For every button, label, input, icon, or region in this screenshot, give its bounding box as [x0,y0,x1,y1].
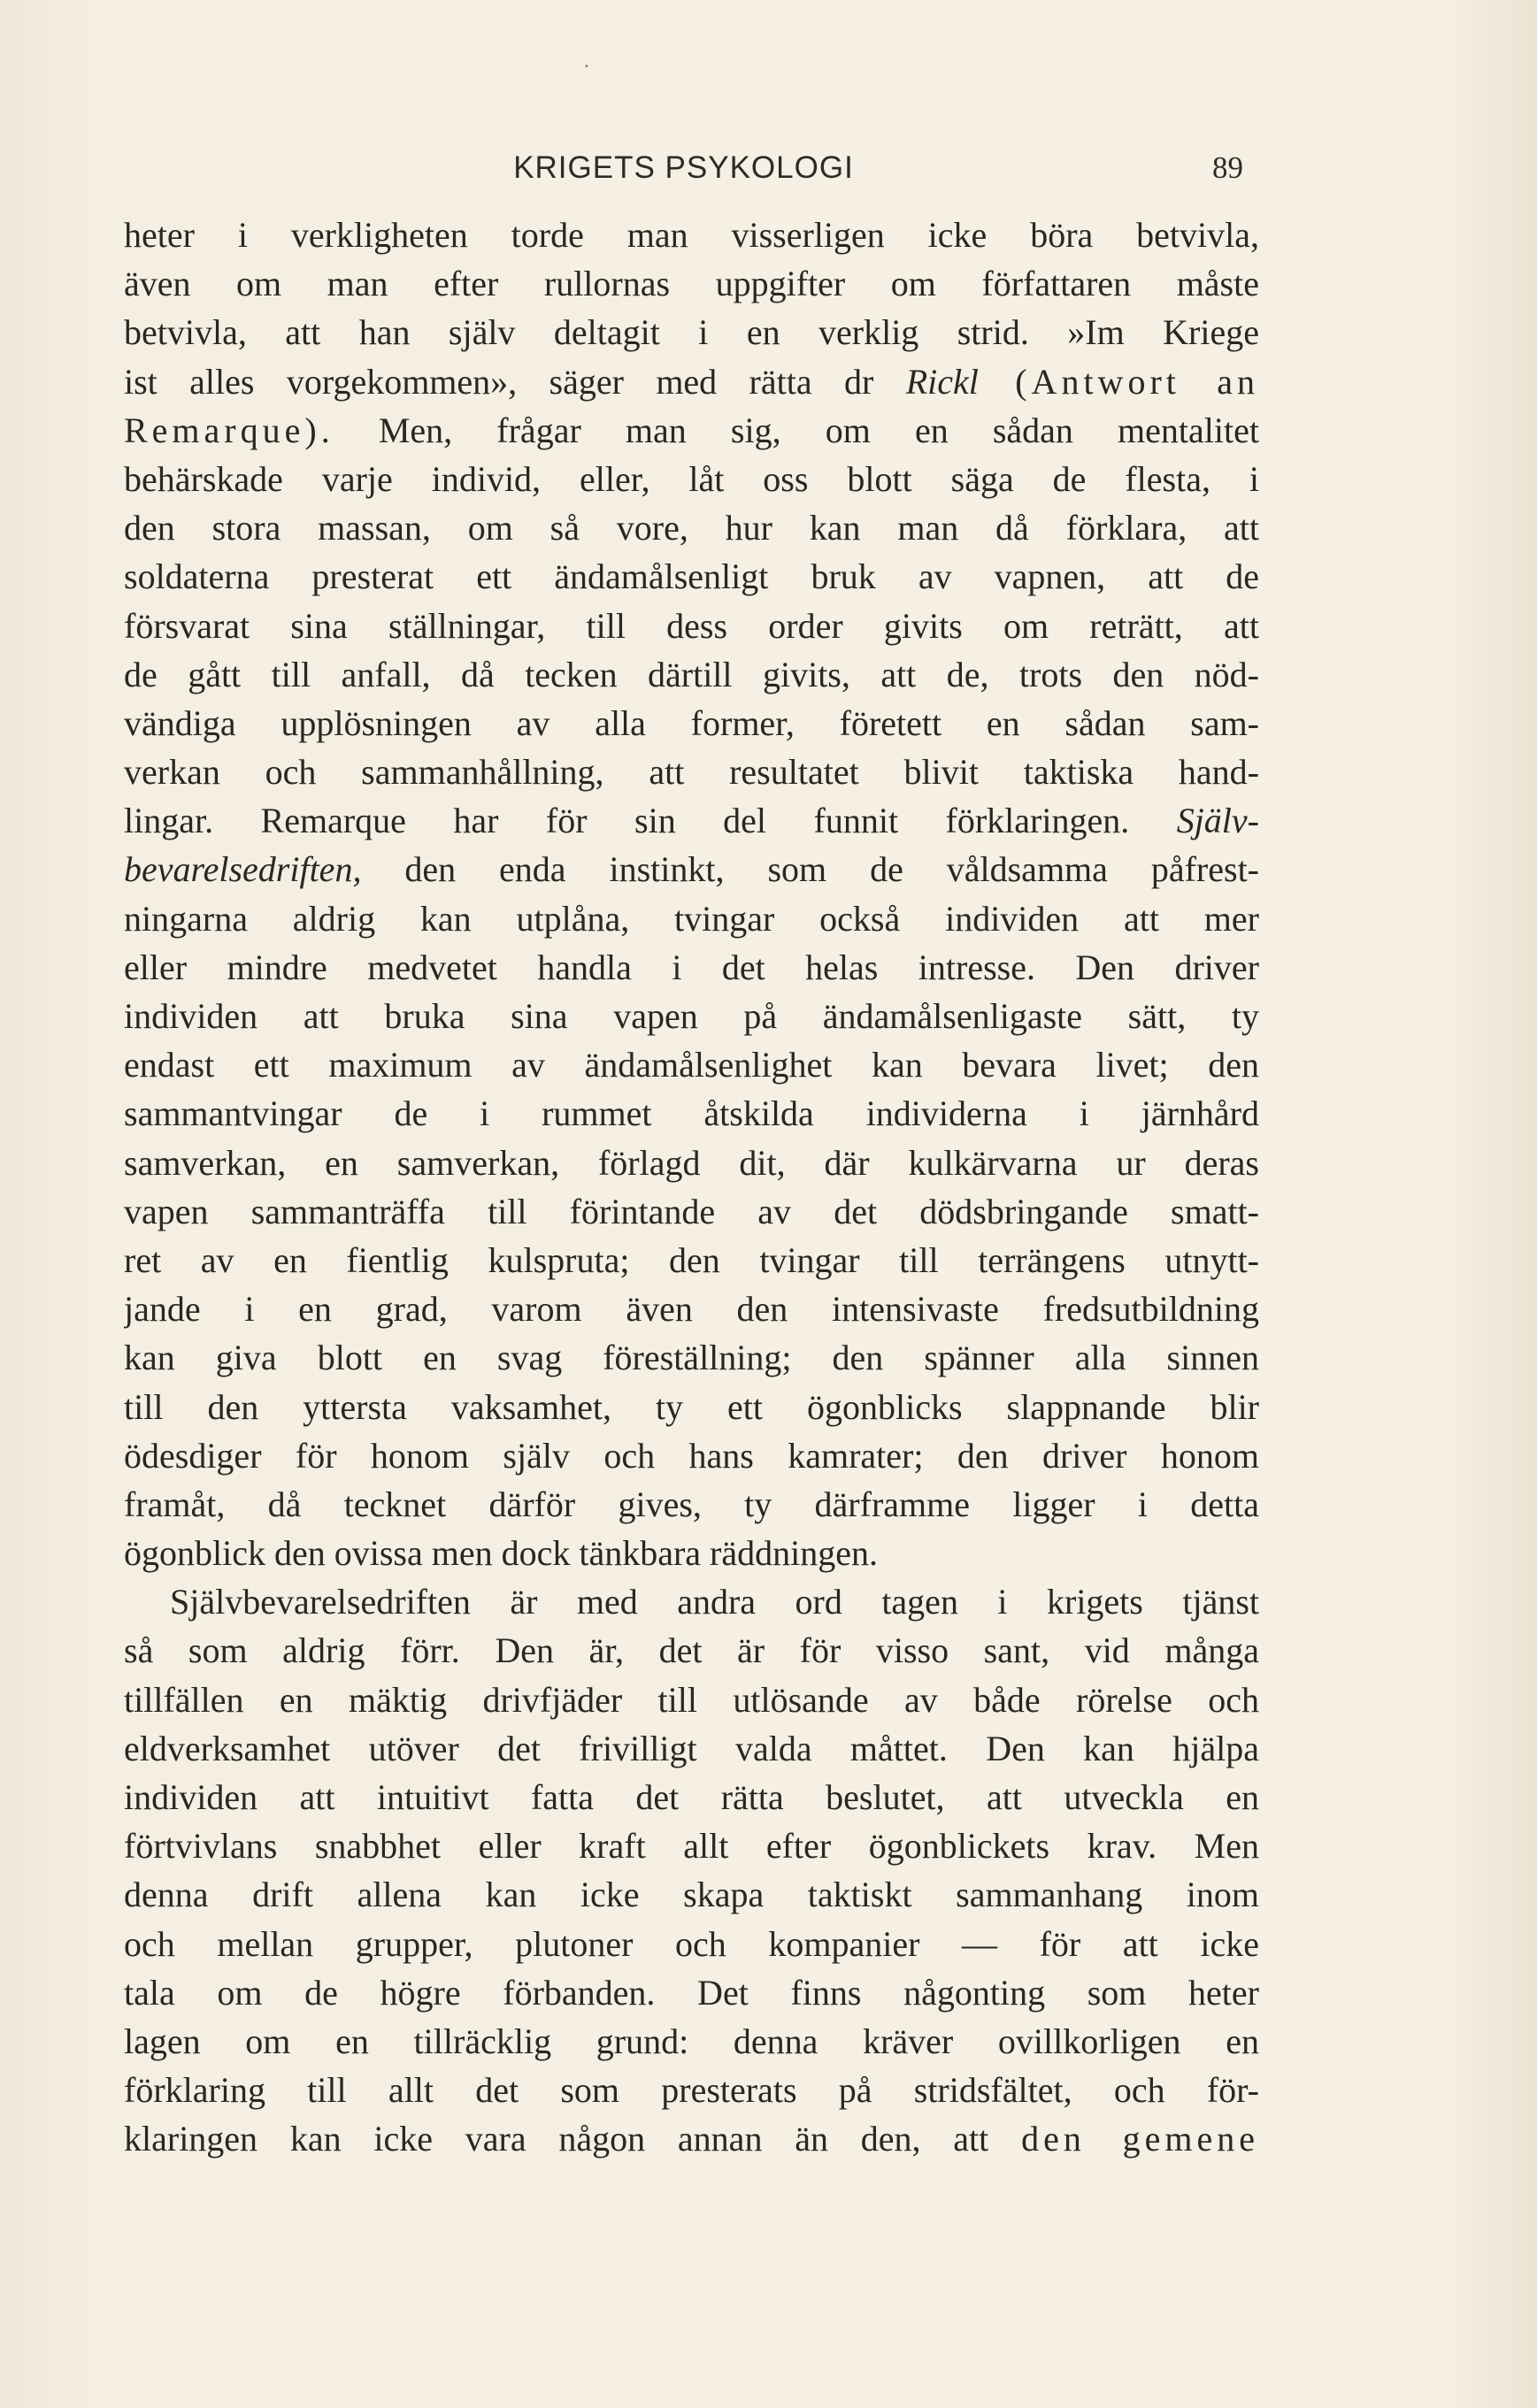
text-line: denna drift allena kan icke skapa taktiskt sammanhang inom [124,1875,1259,1915]
text-line: den stora massan, om så vore, hur kan man då förklara, att [124,508,1259,548]
paragraph-start-line: Självbevarelsedriften är med andra ord tagen i krigets tjänst [170,1582,1259,1622]
text-line: tala om de högre förbanden. Det finns någonting som heter [124,1972,1259,2013]
text-line: individen att intuitivt fatta det rätta beslutet, att utveckla en [124,1777,1259,1817]
text-line: ret av en fientlig kulspruta; den tvingar till terrängens utnytt- [124,1239,1259,1280]
text-line [124,2114,1259,2163]
text-line: även om man efter rullornas uppgifter om författaren måste [124,264,1259,304]
text-line [124,845,1259,893]
text-segment: lingar. Remarque har för sin del funnit förklaringen. [124,801,1177,841]
text-line: ödesdiger för honom själv och hans kamrater; den driver honom [124,1435,1259,1476]
text-line: verkan och sammanhållning, att resultatet blivit taktiska hand- [124,752,1259,793]
page-number: 89 [1212,150,1243,185]
spaced-text: Remarque). [124,410,334,450]
text-line [124,796,1259,845]
text-line: eldverksamhet utöver det frivilligt valda måttet. Den kan hjälpa [124,1728,1259,1768]
text-line: eller mindre medvetet handla i det helas intresse. Den driver [124,947,1259,987]
text-line: och mellan grupper, plutoner och kompanier — för att icke [124,1923,1259,1964]
text-line: individen att bruka sina vapen på ändamålsenligaste sätt, ty [124,996,1259,1036]
text-line: till den yttersta vaksamhet, ty ett ögonblicks slappnande blir [124,1386,1259,1427]
italic-term: Själv- [1176,801,1259,841]
text-segment: ist alles vorgekommen», säger med rätta dr [124,361,906,402]
speck-mark: • [584,62,589,72]
author-name-italic: Rickl [905,361,979,402]
paragraph-end-line: ögonblick den ovissa men dock tänkbara räddningen. [124,1533,878,1574]
text-line: jande i en grad, varom även den intensivaste fredsutbildning [124,1289,1259,1330]
text-line [124,406,1259,455]
text-line: sammantvingar de i rummet åtskilda individerna i järnhård [124,1093,1259,1134]
text-line: de gått till anfall, då tecken därtill givits, att de, trots den nöd- [124,654,1259,694]
text-line: behärskade varje individ, eller, låt oss blott säga de flesta, i [124,458,1259,499]
text-line: framåt, då tecknet därför gives, ty därframme ligger i detta [124,1484,1259,1524]
running-head [124,146,1243,190]
text-line: vapen sammanträffa till förintande av det dödsbringande smatt- [124,1191,1259,1231]
spaced-text: den gemene [1021,2119,1259,2159]
italic-term: bevarelsedriften, [124,849,362,890]
text-line: vändiga upplösningen av alla former, företett en sådan sam- [124,702,1259,743]
text-line: ningarna aldrig kan utplåna, tvingar också individen att mer [124,898,1259,939]
text-line: så som aldrig förr. Den är, det är för visso sant, vid många [124,1630,1259,1671]
text-line: betvivla, att han själv deltagit i en verklig strid. »Im Kriege [124,312,1259,353]
text-line: lagen om en tillräcklig grund: denna kräver ovillkorligen en [124,2021,1259,2061]
text-line: kan giva blott en svag föreställning; den spänner alla sinnen [124,1338,1259,1378]
text-segment: (Antwort an [978,361,1259,402]
text-segment: den enda instinkt, som de våldsamma påfrest- [361,849,1259,890]
text-line: förklaring till allt det som presterats på stridsfältet, och för- [124,2070,1259,2111]
text-line: heter i verkligheten torde man visserligen icke böra betvivla, [124,215,1259,255]
running-title: KRIGETS PSYKOLOGI [513,150,854,185]
text-line: endast ett maximum av ändamålsenlighet kan bevara livet; den [124,1045,1259,1085]
body-text [124,211,1259,2164]
text-line: samverkan, en samverkan, förlagd dit, där kulkärvarna ur deras [124,1142,1259,1183]
text-line: tillfällen en mäktig drivfjäder till utlösande av både rörelse och [124,1679,1259,1720]
text-segment: klaringen kan icke vara någon annan än den, att [124,2119,1022,2159]
text-line: försvarat sina ställningar, till dess order givits om reträtt, att [124,605,1259,646]
text-line: förtvivlans snabbhet eller kraft allt efter ögonblickets krav. Men [124,1826,1259,1867]
text-segment: Men, frågar man sig, om en sådan mentalitet [334,410,1259,450]
text-line: soldaterna presterat ett ändamålsenligt bruk av vapnen, att de [124,556,1259,597]
text-line [124,357,1259,406]
